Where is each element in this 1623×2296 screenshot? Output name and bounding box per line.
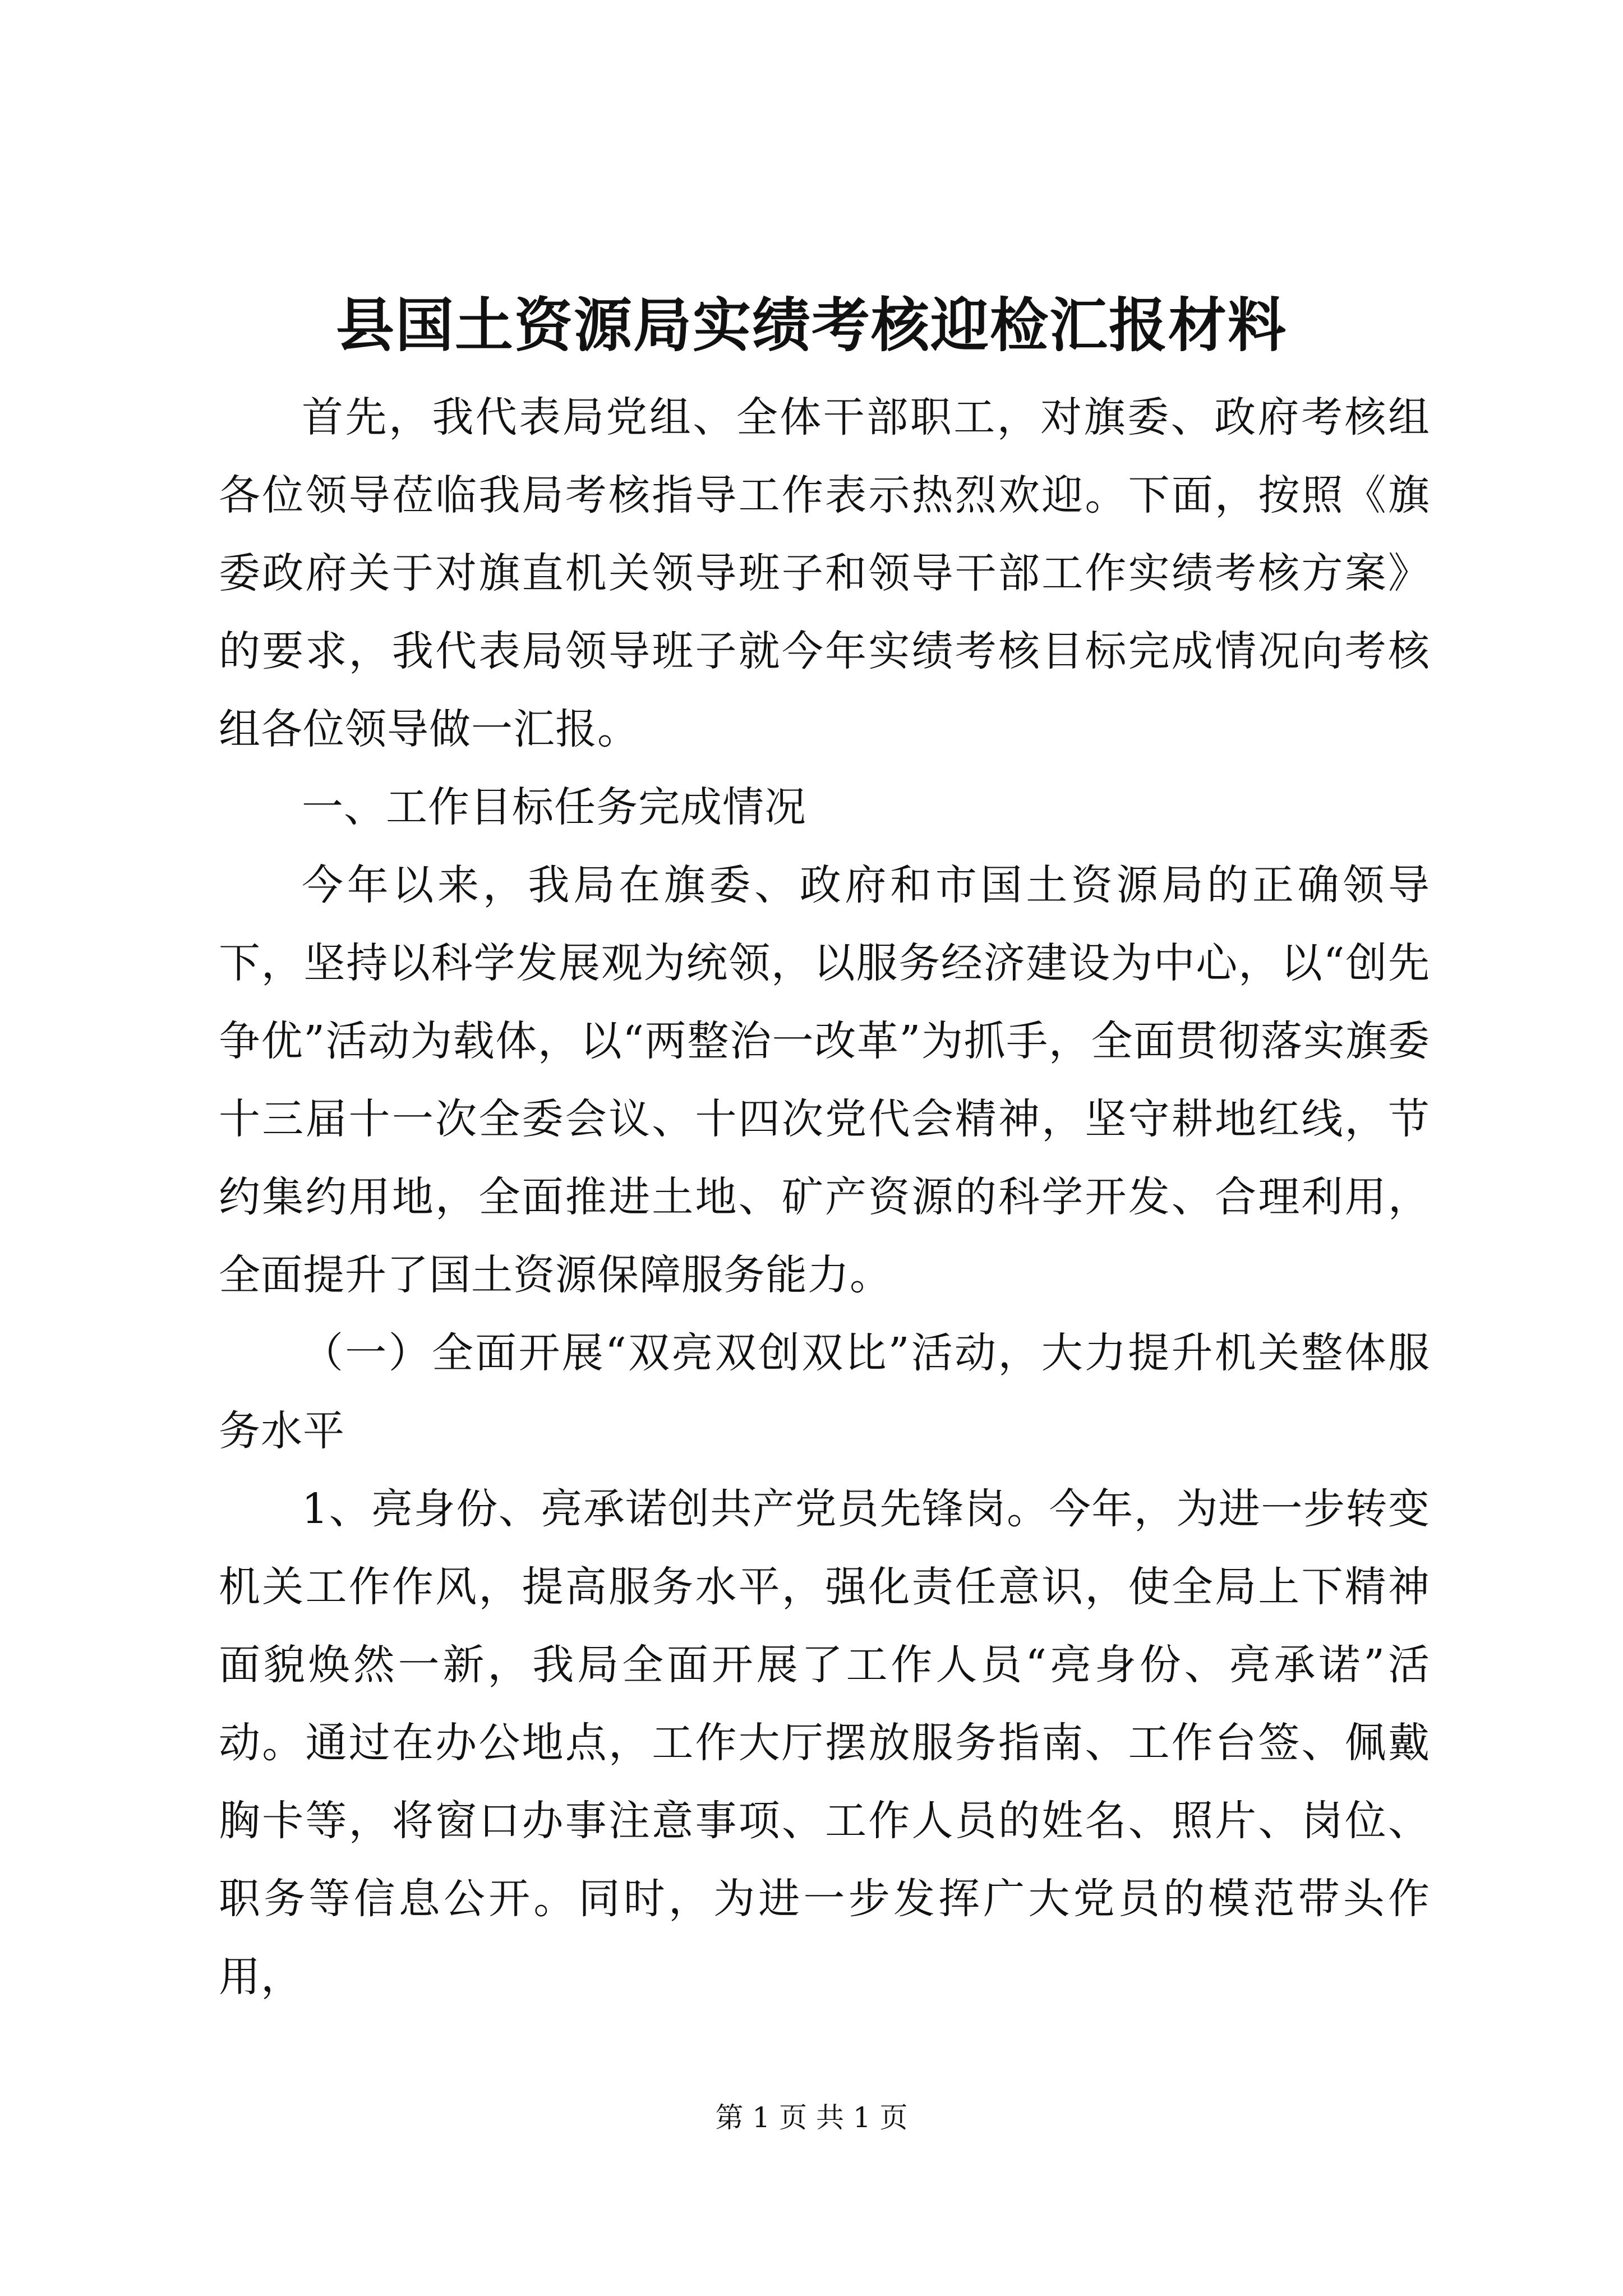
paragraph-overview: 今年以来，我局在旗委、政府和市国土资源局的正确领导下，坚持以科学发展观为统领，以服务经济建设为中心，以“创先争优”活动为载体，以“两整治一改革”为抓手，全面贯彻落实旗委十三届十一次全委会议、十四次党代会精神，坚守耕地红线，节约集约用地，全面推进土地、矿产资源的科学开发、合理利用，全面提升了国土资源保障服务能力。 (219, 861, 1430, 1299)
paragraph-intro: 首先，我代表局党组、全体干部职工，对旗委、政府考核组各位领导莅临我局考核指导工作表示热烈欢迎。下面，按照《旗委政府关于对旗直机关领导班子和领导干部工作实绩考核方案》的要求，我代表局领导班子就今年实绩考核目标完成情况向考核组各位领导做一汇报。 (219, 393, 1430, 753)
section-heading-1: 一、工作目标任务完成情况 (302, 783, 806, 831)
paragraph-item-1: 1、亮身份、亮承诺创共产党员先锋岗。今年，为进一步转变机关工作作风，提高服务水平，强化责任意识，使全局上下精神面貌焕然一新，我局全面开展了工作人员“亮身份、亮承诺”活动。通过在办公地点，工作大厅摆放服务指南、工作台签、佩戴胸卡等，将窗口办事注意事项、工作人员的姓名、照片、岗位、职务等信息公开。同时，为进一步发挥广大党员的模范带头作用， (219, 1485, 1430, 2001)
document-title: 县国土资源局实绩考核迎检汇报材料 (335, 291, 1287, 360)
document-body (219, 379, 1430, 2016)
page-footer: 第 1 页 共 1 页 (715, 2101, 908, 2134)
subsection-heading-1: （一）全面开展“双亮双创双比”活动，大力提升机关整体服务水平 (219, 1329, 1430, 1455)
